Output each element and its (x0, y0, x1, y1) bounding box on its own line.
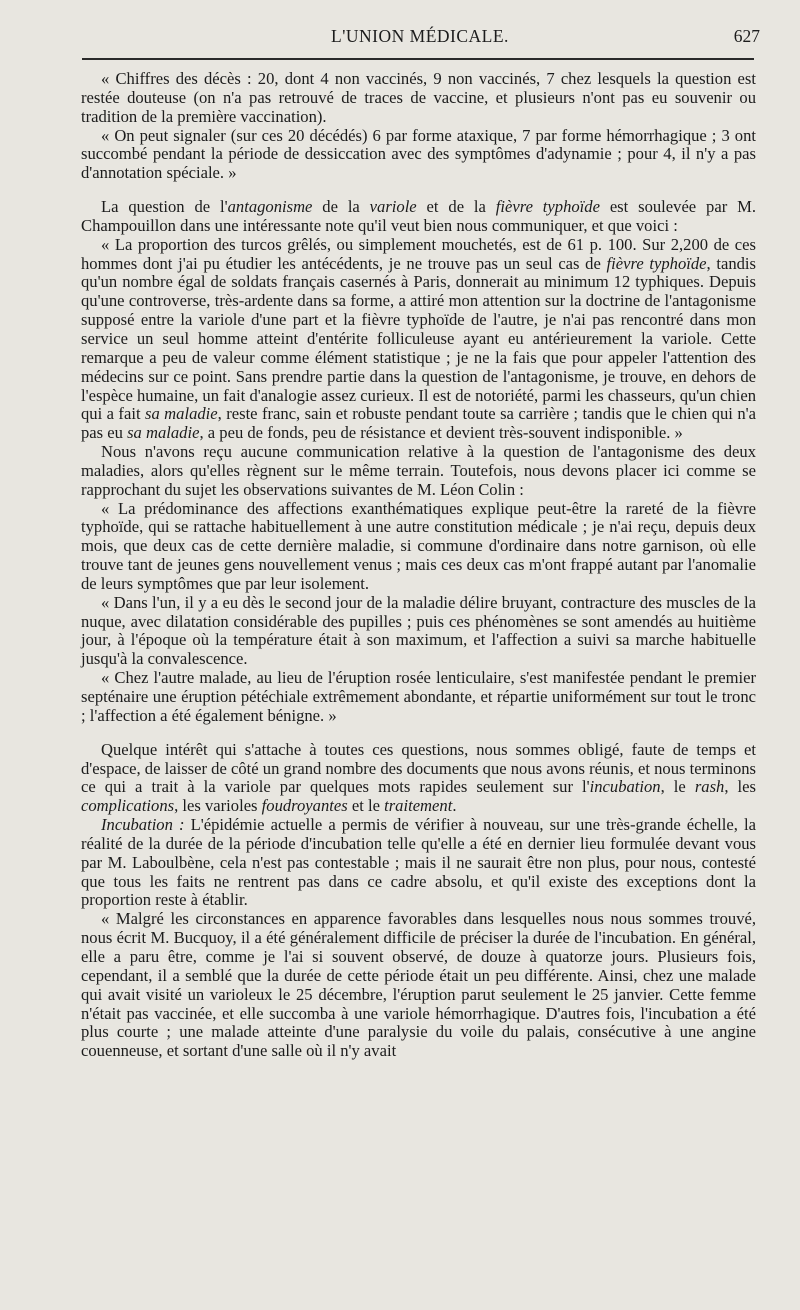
paragraph-colin-quote-1: « La prédominance des affections exanthématiques explique peut-être la rareté de la fièvre typhoïde, qui se rattache habituellement à une autre constitution médicale ; je n'ai reçu, depuis deux mois, que deux cas de cette dernière maladie, si commune d'ordinaire dans notre garnison, où elle trouve tant de jeunes gens nouvellement venus ; mais ces deux cas m'ont frappé autant par l'anomalie de leurs symptômes que par leur isolement. (81, 498, 756, 593)
paragraph-forms: « On peut signaler (sur ces 20 décédés) 6 par forme ataxique, 7 par forme hémorrhagique ; 3 ont succombé pendant la période de dessiccation avec des symptômes d'adynamie ; pour 4, il n'y a pas d'annotation spéciale. » (81, 125, 756, 183)
paragraph-incubation: Incubation : L'épidémie actuelle a permis de vérifier à nouveau, sur une très-grande échelle, la réalité de la durée de la période d'incubation telle qu'elle a été en dernier lieu formulée devant vous par M. Laboulbène, cela n'est pas contestable ; mais il ne saurait être non plus, pour nous, contesté que tous les faits ne rentrent pas dans ce cadre absolu, et qu'il existe des exceptions dont la proportion reste à établir. (81, 815, 756, 910)
body-text (81, 70, 756, 1061)
paragraph-no-communication: Nous n'avons reçu aucune communication relative à la question de l'antagonisme des deux maladies, alors qu'elles règnent sur le même terrain. Toutefois, nous devons placer ici comme se rapprochant du sujet les observations suivantes de M. Léon Colin : (81, 442, 756, 499)
paragraph-champouillon-quote: « La proportion des turcos grêlés, ou simplement mouchetés, est de 61 p. 100. Sur 2,200 de ces hommes dont j'ai pu étudier les antécédents, je ne trouve pas un seul cas de fièvre typhoïde, tandis qu'un nombre égal de soldats français casernés à Paris, donnerait au minimum 12 typhiques. Depuis qu'une controverse, très-ardente dans sa forme, a attiré mon attention sur la doctrine de l'antagonisme supposé entre la variole d'une part et la fièvre typhoïde de l'autre, je n'ai pas rencontré dans mon service un seul homme atteint d'entérite folliculeuse ayant eu antérieurement la variole. Cette remarque a peu de valeur comme élément statistique ; je ne la fais que pour appeler l'attention des médecins sur ce point. Sans prendre partie dans la question de l'antagonisme, je trouve, en dehors de l'espèce humaine, un fait d'analogie assez curieux. Il est de notoriété, parmi les chasseurs, qu'un chien qui a fait sa maladie, reste franc, sain et robuste pendant toute sa carrière ; tandis que le chien qui n'a pas eu sa maladie, a peu de fonds, peu de résistance et devient très-souvent indisponible. » (81, 234, 757, 443)
page-number: 627 (733, 26, 760, 46)
paragraph-colin-quote-2: « Dans l'un, il y a eu dès le second jour de la maladie délire bruyant, contracture des muscles de la nuque, avec dilatation considérable des pupilles ; puis ces phénomènes se sont amendés au huitième jour, à l'époque où la température était à son maximum, et l'affection a suivi sa marche habituelle jusqu'à la convalescence. (81, 592, 756, 669)
paragraph-bucquoy-quote: « Malgré les circonstances en apparence favorables dans lesquelles nous nous sommes trouvé, nous écrit M. Bucquoy, il a été généralement difficile de préciser la durée de l'incubation. En général, elle a paru être, comme je l'ai si souvent observé, de douze à quatorze jours. Plusieurs fois, cependant, il a semblé que la durée de cette période était un peu différente. Ainsi, chez une malade qui avait visité un varioleux le 25 décembre, l'éruption parut seulement le 25 janvier. Cette femme n'était pas vaccinée, et elle succomba à une variole hémorrhagique. D'autres fois, l'incubation a été plus courte ; une malade atteinte d'une paralysie du voile du palais, consécutive à une angine couenneuse, et sortant d'une salle où il n'y avait (81, 909, 756, 1061)
page-header (80, 22, 760, 50)
running-title: L'UNION MÉDICALE. (331, 26, 509, 46)
paragraph-topics: Quelque intérêt qui s'attache à toutes ces questions, nous sommes obligé, faute de temps et d'espace, de laisser de côté un grand nombre des documents que nous avons réunis, et nous terminons ce qui a trait à la variole par quelques mots rapides seulement sur l'incubation, le rash, les complications, les varioles foudroyantes et le traitement. (81, 739, 756, 816)
header-rule (82, 58, 754, 60)
paragraph-colin-quote-3: « Chez l'autre malade, au lieu de l'éruption rosée lenticulaire, s'est manifestée pendant le premier septénaire une éruption pétéchiale extrêmement abondante, et répartie uniformément sur tout le tronc ; l'affection a été également bénigne. » (81, 668, 756, 725)
paragraph-death-figures: « Chiffres des décès : 20, dont 4 non vaccinés, 9 non vaccinés, 7 chez lesquels la question est restée douteuse (on n'a pas retrouvé de traces de vaccine, et plusieurs n'ont pas eu souvenir ou tradition de la première vaccination). (81, 69, 756, 126)
paragraph-antagonism-intro: La question de l'antagonisme de la variole et de la fièvre typhoïde est soulevée par M. Champouillon dans une intéressante note qu'il veut bien nous communiquer, et que voici : (81, 197, 756, 235)
